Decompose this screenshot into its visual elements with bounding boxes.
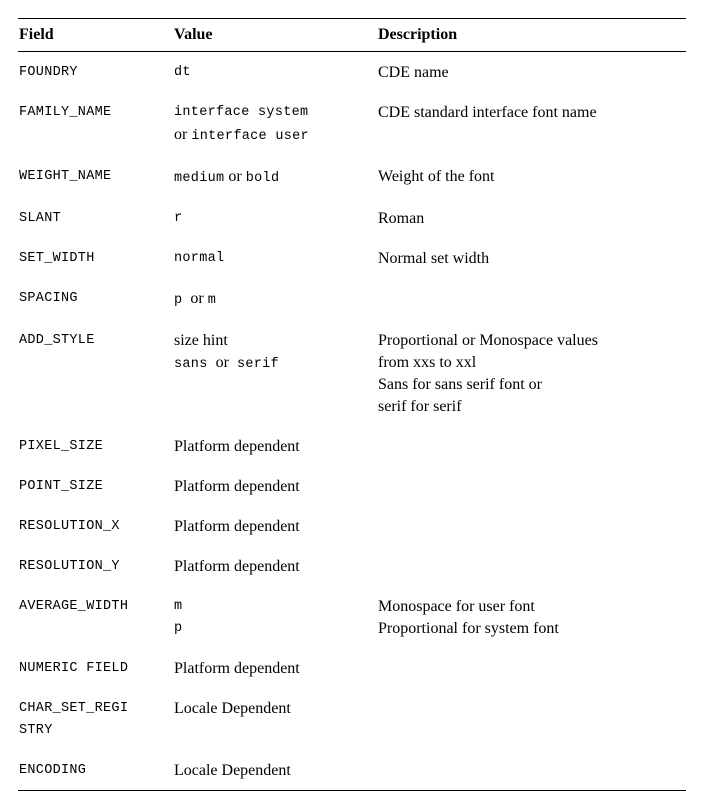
value-line [174,330,378,352]
field-name-text: CHAR_SET_REGI [19,701,129,716]
cell-value [173,238,378,278]
description-text: Normal set width [378,250,490,267]
table-header-row [18,19,686,52]
cell-value [173,92,378,156]
value-line [174,698,378,720]
value-code-text: interface system [174,105,309,120]
value-line [174,102,378,124]
cell-value [173,506,378,546]
field-name-text: FAMILY_NAME [19,105,112,120]
value-line [174,760,378,782]
cell-field [18,238,173,278]
table-row [18,92,686,156]
description-text: serif for serif [378,398,462,415]
cell-value [173,278,378,320]
value-text: or [174,126,192,143]
value-text: or [182,290,208,307]
cell-value [173,648,378,688]
cell-field [18,426,173,466]
value-text: Platform dependent [174,660,300,677]
value-line [174,436,378,458]
value-line [174,596,378,618]
value-code-text: m [174,599,183,614]
value-line [174,352,378,376]
value-text: or [207,354,237,371]
value-text: Platform dependent [174,438,300,455]
value-line [174,208,378,230]
cell-field [18,92,173,156]
value-code-text: medium [174,171,225,186]
value-line [174,288,378,312]
field-name-text: NUMERIC FIELD [19,661,129,676]
description-text: Proportional for system font [378,620,559,637]
value-code-text: normal [174,251,225,266]
cell-field [18,320,173,426]
cell-description [378,506,686,546]
cell-description [378,426,686,466]
cell-value [173,688,378,750]
description-text: Roman [378,210,425,227]
cell-value [173,546,378,586]
cell-value [173,156,378,198]
description-text: from xxs to xxl [378,354,477,371]
cell-description [378,320,686,426]
description-text: Sans for sans serif font or [378,376,542,393]
cell-value [173,586,378,648]
value-code-text: serif [236,357,279,372]
cell-field [18,586,173,648]
table-row [18,198,686,238]
table-row [18,278,686,320]
value-line [174,166,378,190]
value-text: Platform dependent [174,518,300,535]
cell-field [18,278,173,320]
table-row [18,156,686,198]
value-text: Platform dependent [174,478,300,495]
table-row [18,750,686,791]
value-line [174,516,378,538]
xlfd-field-table [18,19,686,791]
header-description: Description [378,26,458,43]
xlfd-field-table-page [18,18,686,791]
value-text: or [224,168,246,185]
cell-value [173,750,378,791]
description-text: CDE standard interface font name [378,104,597,121]
description-text: Proportional or Monospace values [378,332,598,349]
cell-field [18,156,173,198]
table-row [18,586,686,648]
description-text: Monospace for user font [378,598,535,615]
table-row [18,52,686,93]
value-code-text: r [174,211,183,226]
cell-description [378,466,686,506]
cell-description [378,278,686,320]
header-field: Field [19,26,54,43]
cell-field [18,52,173,93]
cell-description [378,92,686,156]
cell-description [378,648,686,688]
value-text: Locale Dependent [174,762,291,779]
value-code-text: p [174,293,183,308]
field-name-text: STRY [19,723,53,738]
cell-description [378,688,686,750]
field-name-text: SET_WIDTH [19,251,95,266]
header-value: Value [174,26,213,43]
field-name-text: PIXEL_SIZE [19,439,104,454]
cell-description [378,238,686,278]
value-text: Locale Dependent [174,700,291,717]
value-line [174,248,378,270]
cell-field [18,466,173,506]
field-name-text: SLANT [19,211,62,226]
cell-field [18,688,173,750]
table-row [18,426,686,466]
value-line [174,658,378,680]
field-name-text: WEIGHT_NAME [19,169,112,184]
value-line [174,618,378,640]
field-name-text: RESOLUTION_Y [19,559,120,574]
cell-description [378,52,686,93]
value-code-text: m [207,293,217,308]
field-name-text: SPACING [19,291,78,306]
value-line [174,476,378,498]
cell-field [18,506,173,546]
table-body [18,52,686,791]
cell-value [173,52,378,93]
cell-description [378,156,686,198]
table-row [18,320,686,426]
cell-description [378,546,686,586]
value-code-text: p [174,621,183,636]
field-name-text: RESOLUTION_X [19,519,120,534]
field-name-text: ADD_STYLE [19,333,95,348]
cell-value [173,320,378,426]
table-row [18,238,686,278]
cell-field [18,750,173,791]
value-line [174,124,378,148]
value-code-text: bold [245,171,280,186]
cell-description [378,198,686,238]
field-name-text: ENCODING [19,763,87,778]
field-name-text: POINT_SIZE [19,479,104,494]
cell-value [173,426,378,466]
description-text: Weight of the font [378,168,495,185]
cell-field [18,198,173,238]
value-line [174,62,378,84]
cell-description [378,586,686,648]
value-code-text: interface user [191,129,309,144]
description-text: CDE name [378,64,449,81]
cell-description [378,750,686,791]
cell-value [173,198,378,238]
table-row [18,506,686,546]
table-row [18,546,686,586]
value-text: size hint [174,332,228,349]
table-row [18,466,686,506]
value-line [174,556,378,578]
table-row [18,648,686,688]
value-code-text: dt [174,65,191,80]
value-code-text: sans [174,357,208,372]
table-row [18,688,686,750]
value-text: Platform dependent [174,558,300,575]
field-name-text: AVERAGE_WIDTH [19,599,129,614]
field-name-text: FOUNDRY [19,65,78,80]
cell-value [173,466,378,506]
cell-field [18,648,173,688]
cell-field [18,546,173,586]
